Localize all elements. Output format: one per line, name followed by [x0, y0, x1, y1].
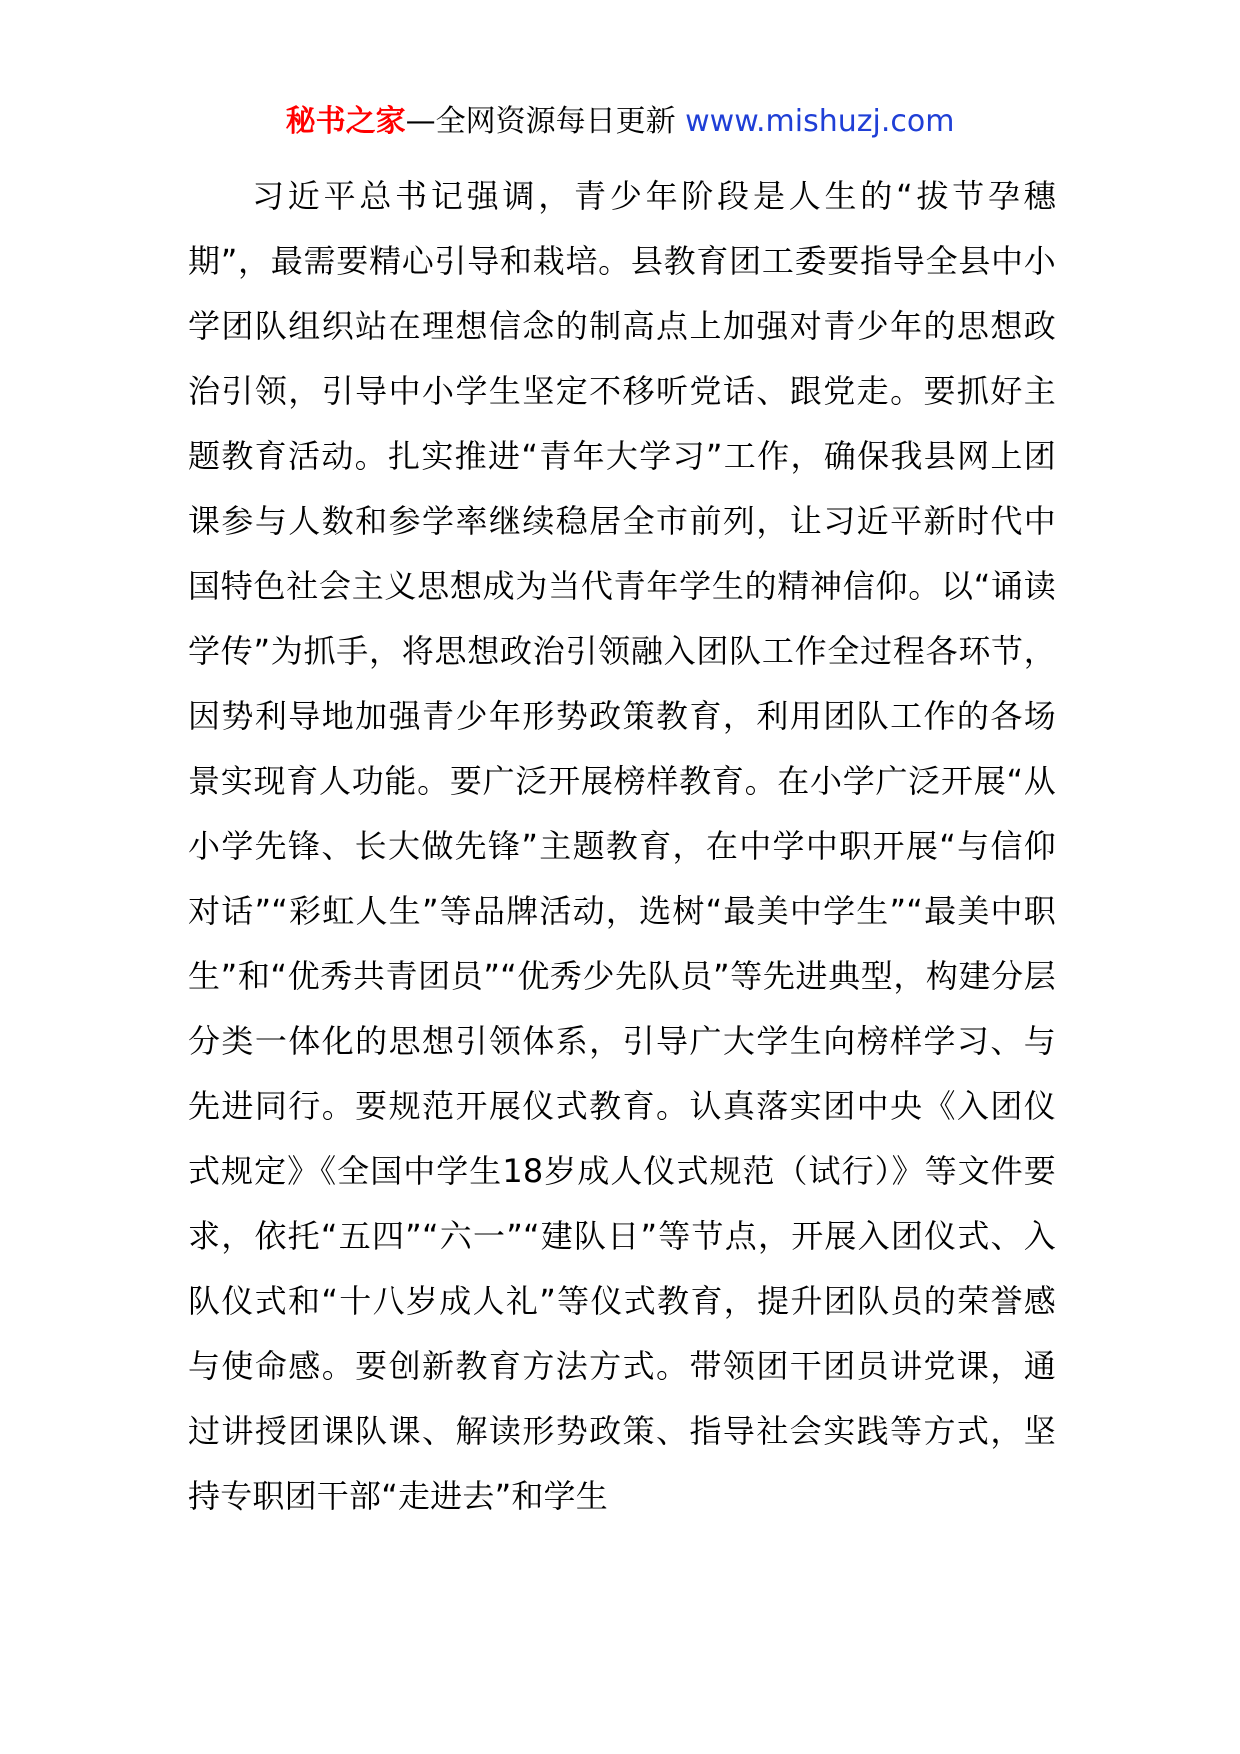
header-tagline: —全网资源每日更新: [405, 104, 686, 139]
brand-name: 秘书之家: [285, 104, 406, 139]
page-header: [0, 100, 1240, 144]
body-paragraph: 习近平总书记强调，青少年阶段是人生的“拔节孕穗期”，最需要精心引导和栽培。县教育团工委要指导全县中小学团队组织站在理想信念的制高点上加强对青少年的思想政治引领，引导中小学生坚定不移听党话、跟党走。要抓好主题教育活动。扎实推进“青年大学习”工作，确保我县网上团课参与人数和参学率继续稳居全市前列，让习近平新时代中国特色社会主义思想成为当代青年学生的精神信仰。以“诵读学传”为抓手，将思想政治引领融入团队工作全过程各环节，因势利导地加强青少年形势政策教育，利用团队工作的各场景实现育人功能。要广泛开展榜样教育。在小学广泛开展“从小学先锋、长大做先锋”主题教育，在中学中职开展“与信仰对话”“彩虹人生”等品牌活动，选树“最美中学生”“最美中职生”和“优秀共青团员”“优秀少先队员”等先进典型，构建分层分类一体化的思想引领体系，引导广大学生向榜样学习、与先进同行。要规范开展仪式教育。认真落实团中央《入团仪式规定》《全国中学生18岁成人仪式规范（试行）》等文件要求，依托“五四”“六一”“建队日”等节点，开展入团仪式、入队仪式和“十八岁成人礼”等仪式教育，提升团队员的荣誉感与使命感。要创新教育方法方式。带领团干团员讲党课，通过讲授团课队课、解读形势政策、指导社会实践等方式，坚持专职团干部“走进去”和学生: [188, 177, 1056, 1515]
website-link[interactable]: www.mishuzj.com: [685, 104, 955, 139]
